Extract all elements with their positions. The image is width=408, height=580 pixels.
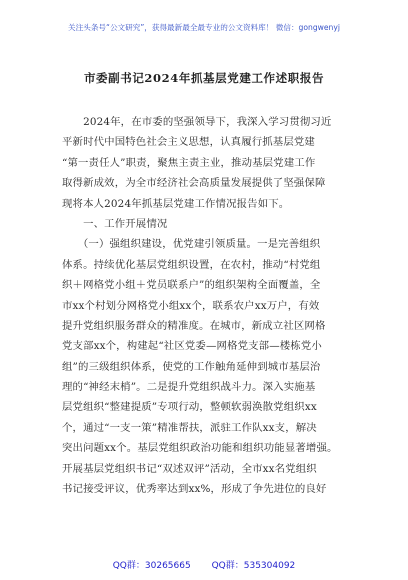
- body-line: 理的“神经末梢”。二是提升党组织战斗力。深入实施基: [62, 381, 316, 394]
- body-line: 层党组织“整建提质”专项行动，整顿软弱涣散党组织xx: [62, 401, 317, 414]
- body-line: 织＋网格党小组＋党员联系户”的组织架构全面覆盖，全: [62, 279, 321, 292]
- body-line: “第一责任人”职责，聚焦主责主业，推动基层党建工作: [62, 156, 316, 169]
- header-banner: 关注头条号“公文研究”，获得最新最全最专业的公文资料库！ 微信：gongwenyj: [68, 23, 340, 32]
- body-line: （一）强组织建设，优党建引领质量。一是完善组织: [62, 238, 321, 251]
- document-title: 市委副书记2024年抓基层党建工作述职报告: [83, 71, 325, 85]
- body-line: 市xx个村划分网格党小组xx个，联系农户xx万户，有效: [62, 299, 320, 312]
- body-line: 提升党组织服务群众的精准度。在城市，新成立社区网格: [62, 319, 326, 332]
- body-line: 平新时代中国特色社会主义思想，认真履行抓基层党建: [62, 136, 315, 149]
- body-line: 书记接受评议，优秀率达到xx%，形成了争先进位的良好: [62, 483, 327, 496]
- body-line: 体系。持续优化基层党组织设置，在农村，推动“村党组: [62, 258, 321, 271]
- body-line: 开展基层党组织书记“双述双评”活动，全市xx名党组织: [62, 462, 317, 475]
- body-line: 组”的三级组织体系，使党的工作触角延伸到城市基层治: [62, 360, 321, 373]
- body-line: 突出问题xx个。基层党组织政治功能和组织功能显著增强。: [62, 442, 338, 455]
- body-line: 2024年，在市委的坚强领导下，我深入学习贯彻习近: [62, 116, 332, 128]
- body-line: 个，通过“一支一策”精准帮扶，派驻工作队xx支，解决: [62, 421, 317, 434]
- body-line: 取得新成效，为全市经济社会高质量发展提供了坚强保障: [62, 177, 326, 190]
- qq-group-1: QQ群：30265665: [112, 561, 191, 571]
- qq-group-2: QQ群：535304092: [211, 561, 296, 571]
- section-heading: 一、工作开展情况: [62, 217, 168, 230]
- body-line: 现将本人2024年抓基层党建工作情况报告如下。: [62, 197, 290, 210]
- body-line: 党支部xx个，构建起“社区党委—网格党支部—楼栋党小: [62, 340, 322, 353]
- footer-banner: [0, 558, 408, 571]
- document-body: [62, 112, 354, 499]
